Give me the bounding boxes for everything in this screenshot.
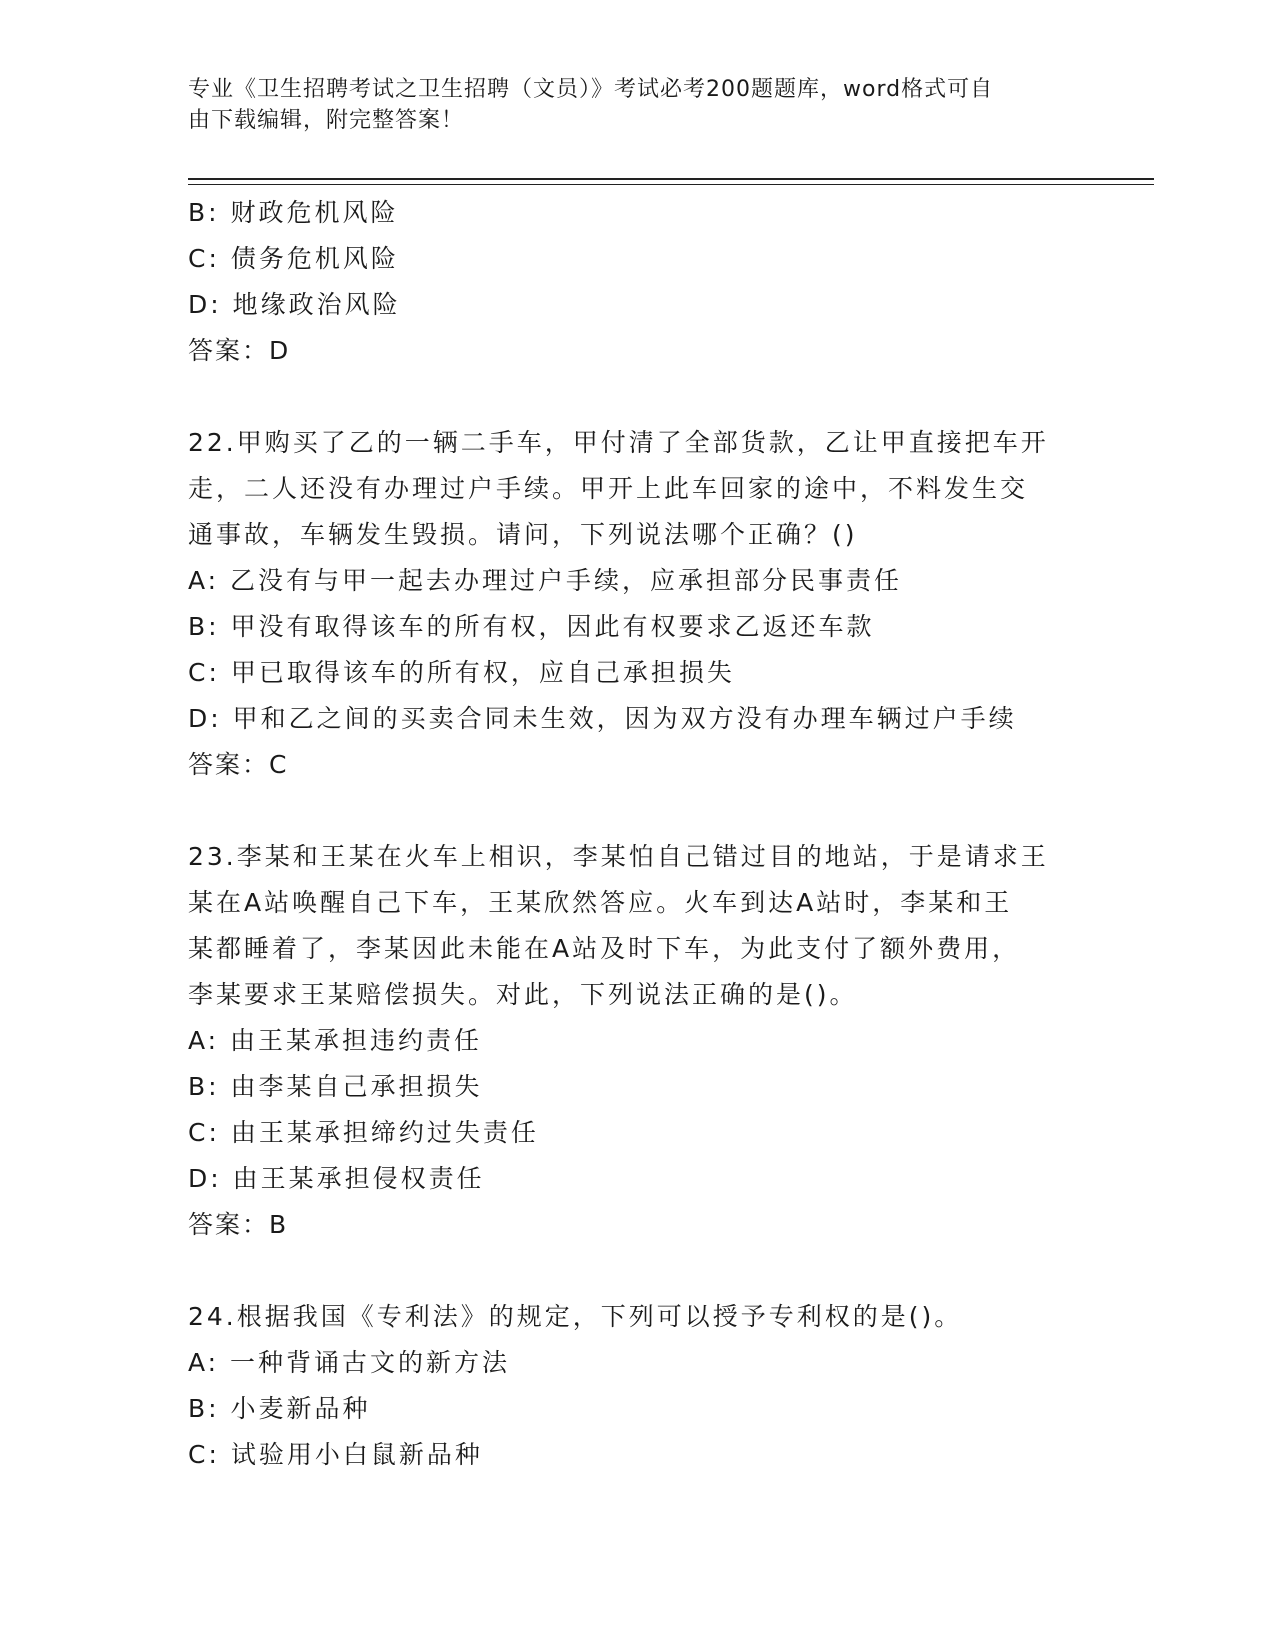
answer-line: 答案：D bbox=[188, 336, 291, 365]
option-b: B: 财政危机风险 bbox=[188, 198, 399, 227]
question-22 bbox=[188, 420, 1088, 788]
question-stem-line: 某都睡着了，李某因此未能在A站及时下车，为此支付了额外费用， bbox=[188, 934, 1021, 963]
question-stem-line: 李某要求王某赔偿损失。对此，下列说法正确的是()。 bbox=[188, 980, 858, 1009]
question-stem-line: 走，二人还没有办理过户手续。甲开上此车回家的途中，不料发生交 bbox=[188, 474, 1029, 503]
header-line-1: 专业《卫生招聘考试之卫生招聘（文员）》考试必考200题题库，word格式可自 bbox=[188, 77, 994, 102]
question-stem-line: 24.根据我国《专利法》的规定，下列可以授予专利权的是()。 bbox=[188, 1302, 963, 1331]
header-divider-thick bbox=[188, 178, 1154, 180]
answer-line: 答案：C bbox=[188, 750, 289, 779]
header-divider-thin bbox=[188, 184, 1154, 185]
option-a: A: 乙没有与甲一起去办理过户手续，应承担部分民事责任 bbox=[188, 566, 903, 595]
option-c: C: 试验用小白鼠新品种 bbox=[188, 1440, 483, 1469]
question-24 bbox=[188, 1294, 1088, 1478]
spacer bbox=[188, 788, 1088, 834]
option-b: B: 甲没有取得该车的所有权，因此有权要求乙返还车款 bbox=[188, 612, 875, 641]
option-c: C: 甲已取得该车的所有权，应自己承担损失 bbox=[188, 658, 735, 687]
option-d: D: 地缘政治风险 bbox=[188, 290, 401, 319]
prev-question bbox=[188, 190, 1088, 374]
option-b: B: 小麦新品种 bbox=[188, 1394, 371, 1423]
header-line-2: 由下载编辑，附完整答案！ bbox=[188, 108, 465, 133]
spacer bbox=[188, 1248, 1088, 1294]
question-content bbox=[188, 190, 1088, 1478]
question-stem-line: 23.李某和王某在火车上相识，李某怕自己错过目的地站，于是请求王 bbox=[188, 842, 1049, 871]
question-23 bbox=[188, 834, 1088, 1248]
option-a: A: 由王某承担违约责任 bbox=[188, 1026, 483, 1055]
answer-line: 答案：B bbox=[188, 1210, 289, 1239]
option-a: A: 一种背诵古文的新方法 bbox=[188, 1348, 511, 1377]
document-header bbox=[188, 74, 1068, 136]
spacer bbox=[188, 374, 1088, 420]
question-stem-line: 某在A站唤醒自己下车，王某欣然答应。火车到达A站时，李某和王 bbox=[188, 888, 1013, 917]
question-stem-line: 22.甲购买了乙的一辆二手车，甲付清了全部货款，乙让甲直接把车开 bbox=[188, 428, 1049, 457]
option-b: B: 由李某自己承担损失 bbox=[188, 1072, 483, 1101]
option-d: D: 由王某承担侵权责任 bbox=[188, 1164, 485, 1193]
option-d: D: 甲和乙之间的买卖合同未生效，因为双方没有办理车辆过户手续 bbox=[188, 704, 1017, 733]
question-stem-line: 通事故，车辆发生毁损。请问，下列说法哪个正确？() bbox=[188, 520, 858, 549]
option-c: C: 债务危机风险 bbox=[188, 244, 399, 273]
option-c: C: 由王某承担缔约过失责任 bbox=[188, 1118, 539, 1147]
